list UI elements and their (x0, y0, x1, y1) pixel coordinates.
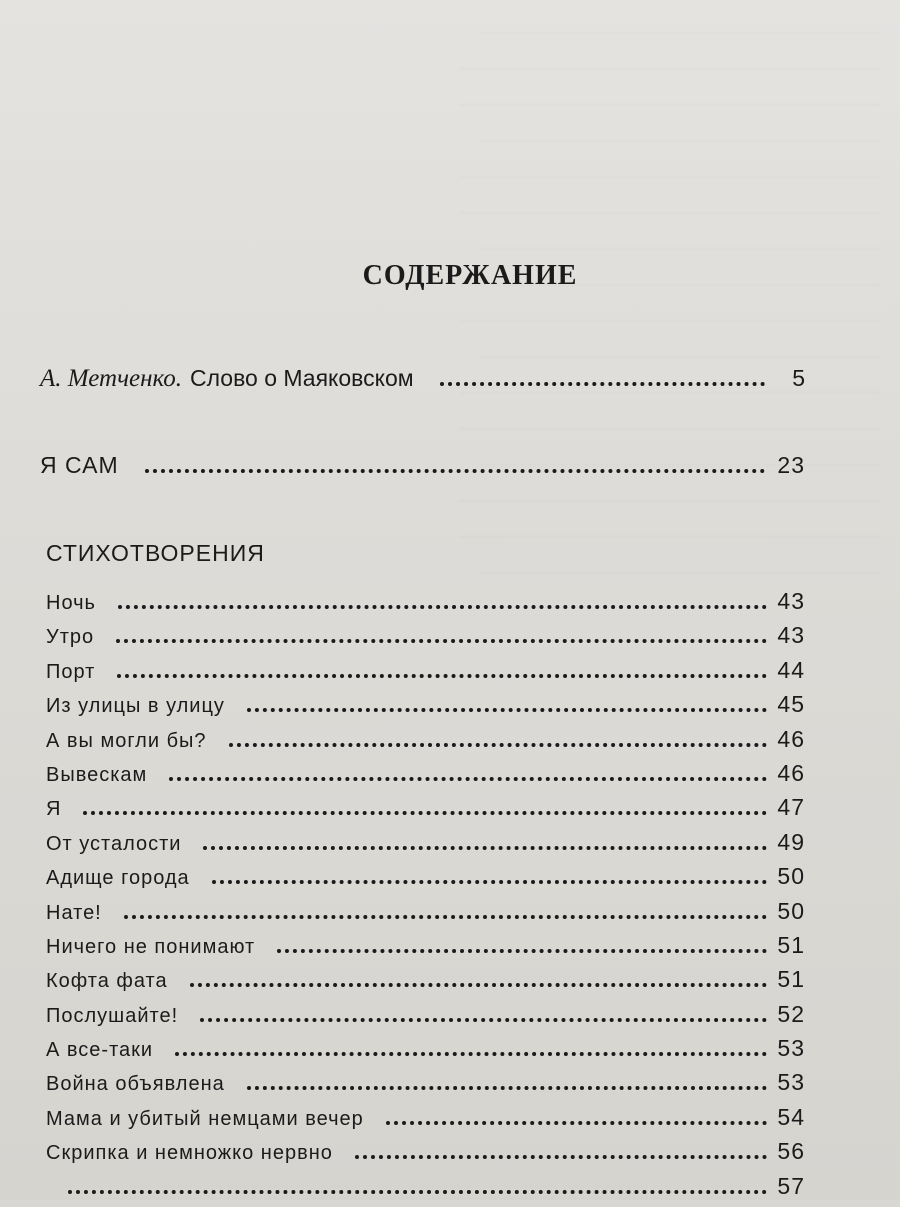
entry-page-number: 50 (777, 897, 805, 924)
toc-entry (46, 1069, 805, 1103)
entry-page-number: 53 (777, 1035, 805, 1062)
toc-entry (46, 1138, 805, 1172)
dot-leader (200, 1018, 767, 1022)
entry-page-number: 47 (777, 794, 805, 821)
entry-title: Из улицы в улицу (46, 695, 225, 718)
dot-leader (117, 674, 767, 678)
toc-entry (46, 863, 805, 897)
toc-entry (46, 829, 805, 863)
entry-page-number: 46 (777, 725, 805, 752)
entry-page-number: 45 (777, 691, 805, 718)
entry-page-number: 50 (777, 863, 805, 890)
dot-leader (229, 743, 767, 747)
bleed-through-line (460, 478, 880, 502)
dot-leader (247, 708, 767, 712)
entry-page-number: 44 (777, 656, 805, 683)
bleed-through-line (460, 514, 880, 538)
entry-title: Мама и убитый немцами вечер (46, 1107, 364, 1130)
entry-page-number: 54 (777, 1103, 805, 1130)
dot-leader (386, 1121, 767, 1125)
dot-leader (118, 605, 767, 609)
entry-page-number: 51 (777, 966, 805, 993)
bleed-through-line (460, 154, 880, 178)
toc-entry (46, 898, 805, 932)
toc-entry (46, 794, 805, 828)
section-heading: СТИХОТВОРЕНИЯ (46, 540, 265, 566)
entry-title: От усталости (46, 832, 182, 855)
entry-title: Вывескам (46, 763, 148, 786)
page-title: СОДЕРЖАНИЕ (362, 260, 578, 291)
dot-leader (124, 915, 767, 919)
dot-leader (440, 382, 765, 386)
toc-entry (46, 588, 805, 622)
toc-entry (46, 1001, 805, 1035)
dot-leader (68, 1190, 767, 1194)
entry-title: А вы могли бы? (46, 729, 207, 752)
dot-leader (116, 639, 767, 643)
entry-page-number: 43 (777, 622, 805, 649)
entry-title: Скрипка и немножко нервно (46, 1142, 333, 1165)
toc-entry (46, 1035, 805, 1069)
toc-entry-ya-sam (40, 452, 805, 479)
bleed-through-line (480, 118, 880, 142)
entry-title: Утро (46, 626, 95, 649)
entry-page-number: 51 (777, 931, 805, 958)
entry-page-number: 46 (777, 759, 805, 786)
entry-page-number: 52 (777, 1000, 805, 1027)
entry-title: Ничего не понимают (46, 935, 256, 958)
entry-title: Нате! (46, 901, 102, 924)
entry-page-number: 53 (777, 1069, 805, 1096)
bleed-through-line (460, 82, 880, 106)
dot-leader (355, 1155, 767, 1159)
entry-page-number: 56 (777, 1138, 805, 1165)
dot-leader (247, 1086, 767, 1090)
toc-entry (46, 726, 805, 760)
toc-entry (46, 932, 805, 966)
toc-entry (46, 760, 805, 794)
bleed-through-line (460, 190, 880, 214)
bleed-through-line (460, 46, 880, 70)
intro-author: А. Метченко. (40, 365, 182, 392)
ya-sam-page-number: 23 (777, 452, 805, 478)
dot-leader (175, 1052, 767, 1056)
entry-title: Адище города (46, 867, 190, 890)
intro-title: Слово о Маяковском (189, 365, 414, 391)
dot-leader (145, 469, 765, 473)
toc-entry (46, 691, 805, 725)
entry-title: Порт (46, 660, 96, 683)
entry-page-number: 43 (777, 588, 805, 614)
dot-leader (169, 777, 767, 781)
entry-title: Ночь (46, 592, 96, 614)
entry-page-number: 57 (777, 1172, 805, 1199)
bleed-through-line (480, 334, 880, 358)
bleed-through-line (460, 298, 880, 322)
poem-list (46, 588, 805, 1207)
bleed-through-line (480, 226, 880, 250)
toc-entry (46, 1173, 805, 1207)
toc-entry (46, 1104, 805, 1138)
toc-entry (46, 966, 805, 1000)
dot-leader (277, 949, 767, 953)
entry-title: А все-таки (46, 1039, 154, 1062)
bleed-through-line (480, 10, 880, 34)
dot-leader (212, 880, 767, 884)
bleed-through-line (460, 406, 880, 430)
entry-title: Я (46, 798, 62, 821)
dot-leader (190, 983, 767, 987)
entry-title: Война объявлена (46, 1073, 225, 1096)
entry-title: Кофта фата (46, 970, 168, 993)
intro-page-number: 5 (792, 365, 805, 391)
toc-entry (46, 622, 805, 656)
toc-entry-intro (40, 365, 805, 393)
toc-entry (46, 657, 805, 691)
dot-leader (83, 811, 767, 815)
ya-sam-label: Я САМ (40, 452, 119, 478)
bleed-through-line (480, 550, 880, 574)
entry-title: Послушайте! (46, 1004, 179, 1027)
entry-page-number: 49 (777, 828, 805, 855)
dot-leader (203, 846, 767, 850)
